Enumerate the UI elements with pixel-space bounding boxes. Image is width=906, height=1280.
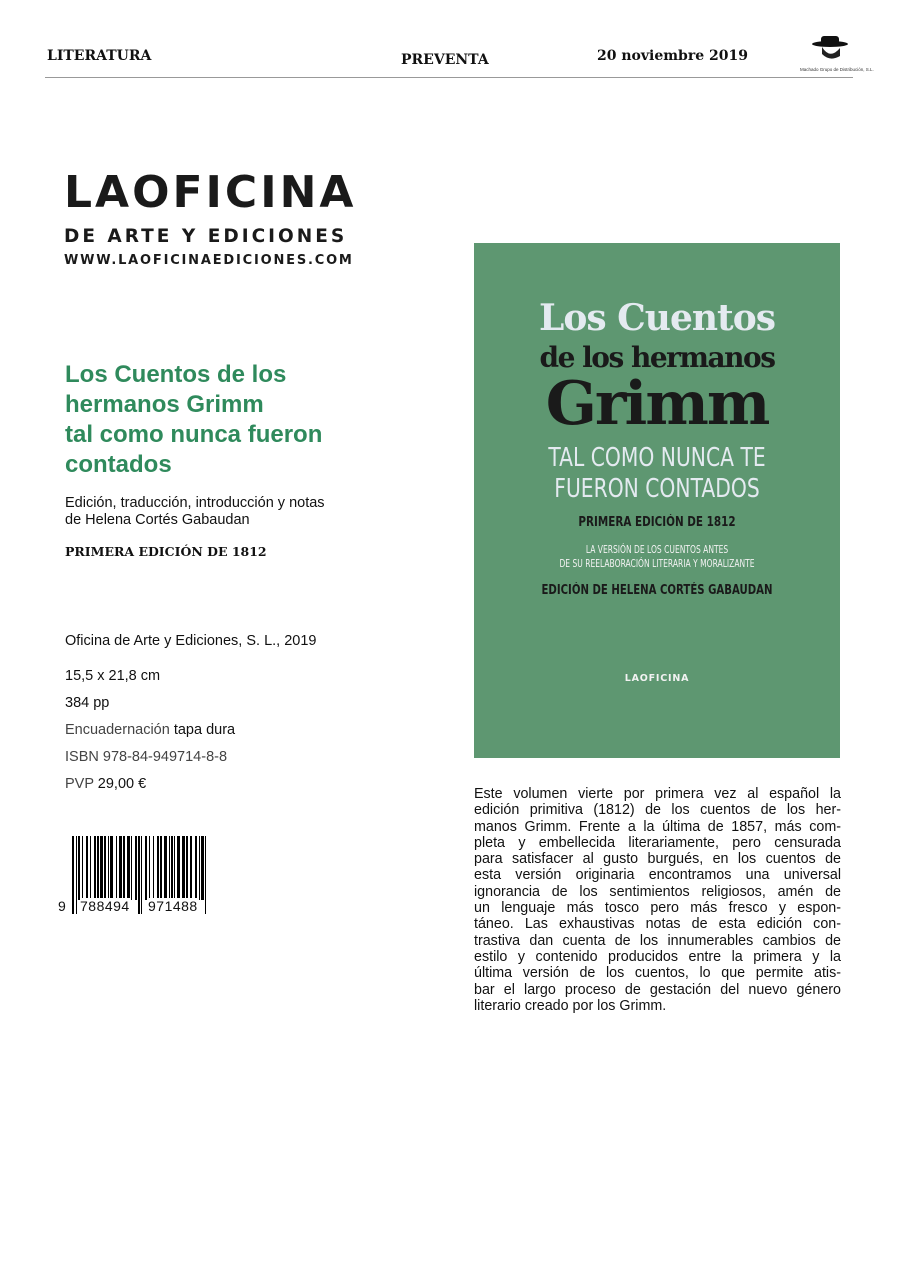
cover-title-line2: de los hermanos [539, 341, 775, 374]
barcode-bar [100, 836, 103, 900]
barcode-bar [177, 836, 180, 900]
barcode-digits-right: 971488 [148, 898, 198, 914]
title-line: tal como nunca fueron [65, 421, 323, 448]
barcode-bar [186, 836, 188, 900]
distributor-logo [800, 34, 874, 74]
barcode-bar [164, 836, 167, 900]
binding-value: tapa dura [173, 722, 236, 738]
barcode-bar [201, 836, 204, 900]
logo-url: WWW.LAOFICINAEDICIONES.COM [64, 253, 354, 268]
barcode-bar [138, 836, 140, 914]
book-cover [474, 243, 840, 758]
barcode-bar [82, 836, 83, 900]
description-line: estilo y contenido producidos entre la primera y la [474, 948, 841, 965]
barcode-bar [205, 836, 206, 914]
pages-line: 384 pp [65, 695, 110, 711]
credits-line: de Helena Cortés Gabaudan [65, 512, 250, 528]
presale-label: PREVENTA [401, 52, 489, 68]
description-line: esta versión originaria encontramos una universal [474, 867, 841, 884]
barcode-bar [94, 836, 96, 900]
category-label: LITERATURA [47, 48, 152, 64]
isbn-barcode [56, 836, 226, 916]
barcode-bar [131, 836, 132, 900]
cover-tagline [525, 543, 789, 571]
barcode-bar [135, 836, 137, 900]
barcode-digit-first: 9 [58, 898, 66, 914]
barcode-bar [119, 836, 122, 900]
header-divider [45, 77, 853, 78]
description-line: bar el largo proceso de gestación del nuevo género [474, 981, 841, 998]
barcode-bar [141, 836, 142, 914]
barcode-bar [199, 836, 200, 900]
description-line: táneo. Las exhaustivas notas de esta edición con- [474, 916, 841, 933]
barcode-bar [174, 836, 175, 900]
binding-line [65, 722, 316, 749]
edition-label: PRIMERA EDICIÓN DE 1812 [65, 544, 267, 559]
barcode-bar [153, 836, 154, 900]
barcode-bar [108, 836, 109, 900]
logo-name: LAOFICINA [64, 167, 357, 218]
binding-label: Encuadernación [65, 722, 170, 738]
cover-subtitle-line: FUERON CONTADOS [554, 474, 760, 504]
barcode-bar [86, 836, 88, 900]
barcode-bar [160, 836, 162, 900]
barcode-bar [90, 836, 91, 900]
title-line: hermanos Grimm [65, 391, 264, 418]
credits-line: Edición, traducción, introducción y notas [65, 495, 325, 511]
cover-edition: PRIMERA EDICIÓN DE 1812 [578, 515, 736, 530]
cover-subtitle-line: TAL COMO NUNCA TE [548, 443, 766, 473]
book-description [474, 786, 841, 1014]
barcode-bar [76, 836, 77, 914]
cover-editor: EDICIÓN DE HELENA CORTÉS GABAUDAN [541, 583, 773, 598]
barcode-bar [149, 836, 150, 900]
barcode-bar [157, 836, 159, 900]
barcode-bar [78, 836, 80, 900]
cover-subtitle [514, 443, 799, 505]
description-line: última versión de los cuentos, lo que permite atis- [474, 965, 841, 982]
barcode-bar [182, 836, 185, 900]
barcode-bar [190, 836, 192, 900]
barcode-bar [195, 836, 197, 900]
price-label: PVP [65, 776, 94, 792]
barcode-bar [97, 836, 99, 900]
barcode-bar [110, 836, 113, 900]
barcode-bar [72, 836, 74, 914]
description-line: un lenguaje más tosco pero más fresco y espon- [474, 900, 841, 917]
barcode-bar [171, 836, 173, 900]
barcode-bar [169, 836, 170, 900]
release-date: 20 noviembre 2019 [597, 48, 748, 64]
isbn-label: ISBN [65, 749, 99, 765]
description-line: literario creado por los Grimm. [474, 997, 667, 1014]
description-line: manos Grimm. Frente a la última de 1857, más com- [474, 818, 841, 835]
description-line: edición primitiva (1812) de los cuentos de los her- [474, 802, 841, 819]
description-line: Este volumen vierte por primera vez al español la [474, 786, 841, 802]
publisher-line: Oficina de Arte y Ediciones, S. L., 2019 [65, 633, 317, 649]
hat-man-icon [810, 34, 850, 62]
cover-title-line3: Grimm [545, 369, 769, 439]
description-line: pleta y embellecida literariamente, pero censurada [474, 834, 841, 851]
title-line: Los Cuentos de los [65, 361, 287, 388]
distributor-name: Machado Grupo de Distribución, S.L. [800, 67, 874, 72]
description-line: trastiva dan cuenta de los innumerables cambios de [474, 932, 841, 949]
price-line [65, 776, 316, 803]
barcode-bar [145, 836, 147, 900]
cover-tagline-line: LA VERSIÓN DE LOS CUENTOS ANTES [585, 544, 729, 556]
barcode-bar [123, 836, 125, 900]
cover-title-line1: Los Cuentos [539, 297, 775, 339]
cover-imprint-logo: LAOFICINA [624, 673, 690, 684]
size-line: 15,5 x 21,8 cm [65, 668, 161, 684]
cover-tagline-line: DE SU REELABORACIÓN LITERARIA Y MORALIZANTE [559, 558, 755, 570]
barcode-bar [127, 836, 130, 900]
isbn-value: 978-84-949714-8-8 [102, 749, 228, 765]
logo-subtitle: DE ARTE Y EDICIONES [64, 226, 348, 247]
title-line: contados [65, 451, 172, 478]
barcode-bar [116, 836, 117, 900]
isbn-line [65, 749, 316, 776]
barcode-bar [104, 836, 106, 900]
book-credits [65, 495, 325, 529]
book-title [65, 360, 385, 480]
description-line: ignorancia de los sentimientos religiosos, amén de [474, 883, 841, 900]
publisher-logo [64, 167, 357, 268]
price-value: 29,00 € [97, 776, 147, 792]
book-details [65, 633, 316, 803]
barcode-digits-left: 788494 [80, 898, 130, 914]
description-line: para satisfacer al gusto burgués, en los cuentos de [474, 851, 841, 868]
